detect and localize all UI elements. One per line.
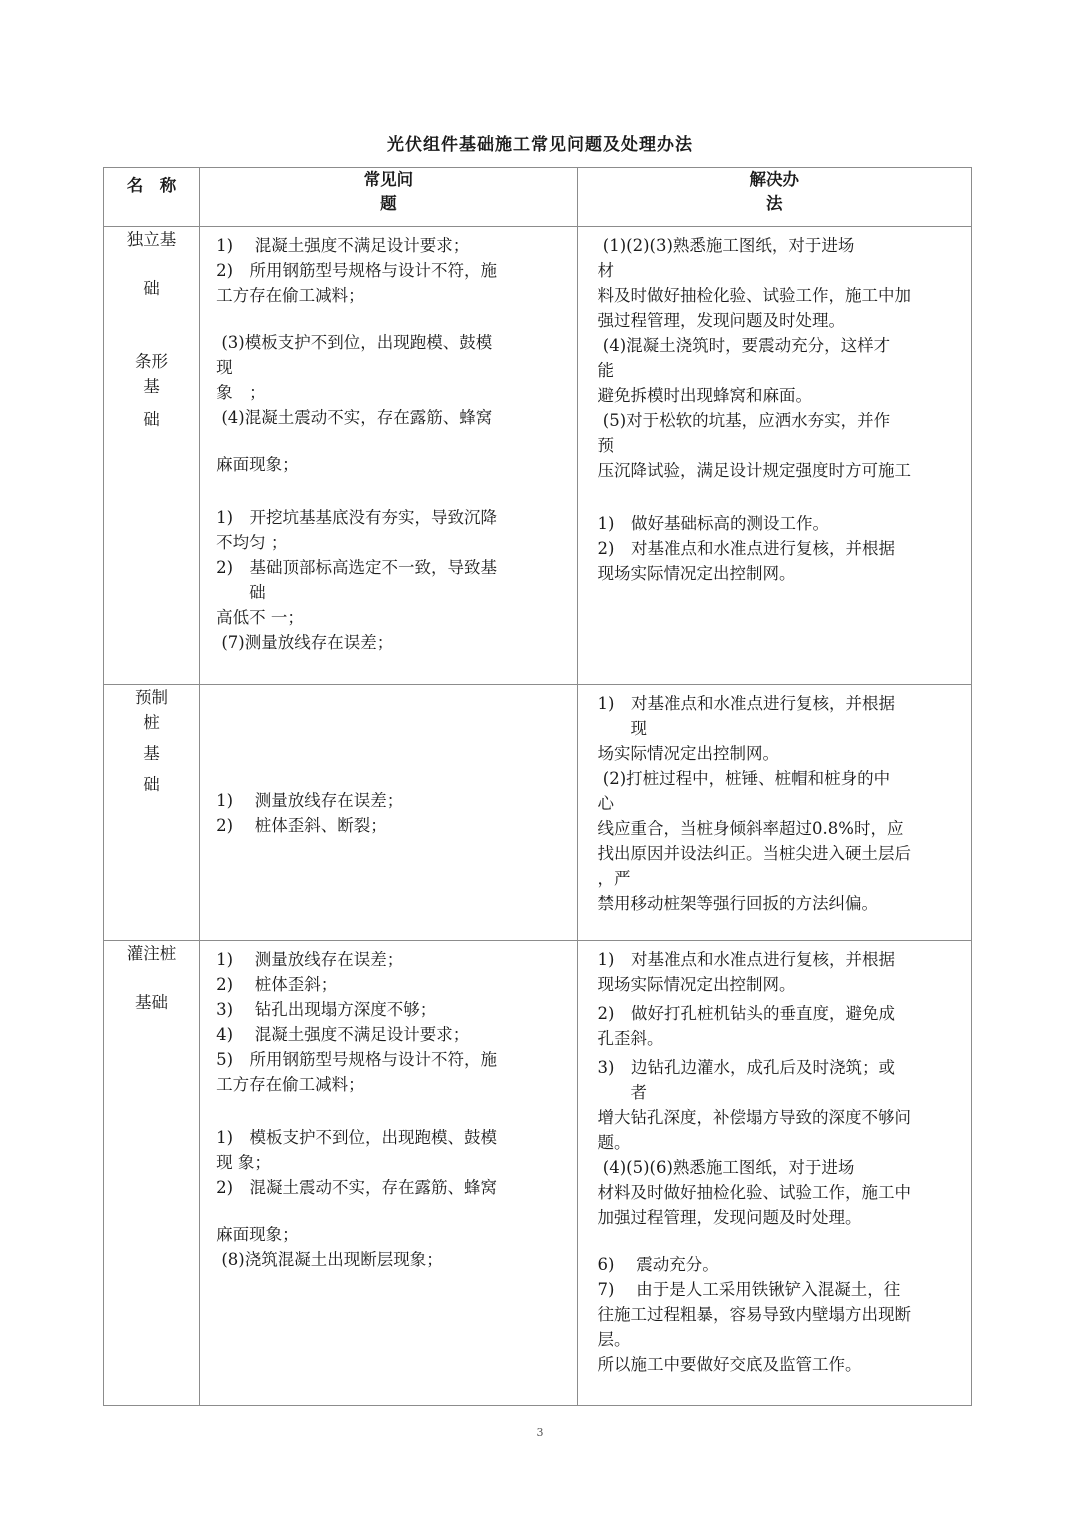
row-solutions-cell: (1)(2)(3)熟悉施工图纸，对于进场 材 料及时做好抽检化验、试验工作，施工中加 强过程管理，发现问题及时处理。 (4)混凝土浇筑时，要震动充分，这样才 能 避免拆模时出现蜂窝和麻面。 (5)对于松软的坑基，应洒水夯实，并作 预 压沉降试验，满足设计规定强度时方可施工 1) 做好基础标高的测设工作。 2) 对基准点和水准点进行复核，并根据 现场实际情况定出控制网。	[577, 227, 971, 685]
header-name: 名 称	[104, 168, 200, 227]
page-title: 光伏组件基础施工常见问题及处理办法	[387, 135, 693, 155]
header-problem: 常见问 题	[200, 168, 577, 227]
table-row	[104, 941, 972, 1406]
row-name-cell: 灌注桩 基础	[104, 941, 200, 1406]
header-solution: 解决办 法	[577, 168, 971, 227]
row-name-cell: 独立基 础 条形 基 础	[104, 227, 200, 685]
row-solutions-cell: 1) 对基准点和水准点进行复核，并根据 现场实际情况定出控制网。 2) 做好打孔桩机钻头的垂直度，避免成 孔歪斜。 3) 边钻孔边灌水，成孔后及时浇筑；或 者 增大钻孔深度，补偿塌方导致的深度不够问 题。 (4)(5)(6)熟悉施工图纸，对于进场 材料及时做好抽检化验、试验工作，施工中 加强过程管理，发现问题及时处理。 6) 震动充分。 7) 由于是人工采用铁锹铲入混凝土，往 往施工过程粗暴，容易导致内壁塌方出现断 层。 所以施工中要做好交底及监管工作。	[577, 941, 971, 1406]
row-problems-cell: 1) 混凝土强度不满足设计要求； 2) 所用钢筋型号规格与设计不符，施 工方存在偷工减料； (3)模板支护不到位，出现跑模、鼓模 现 象 ； (4)混凝土震动不实，存在露筋、蜂窝 麻面现象； 1) 开挖坑基基底没有夯实，导致沉降 不均匀 ； 2) 基础顶部标高选定不一致，导致基 础 高低不 一； (7)测量放线存在误差；	[200, 227, 577, 685]
row-problems-cell: 1) 测量放线存在误差； 2) 桩体歪斜； 3) 钻孔出现塌方深度不够； 4) 混凝土强度不满足设计要求； 5) 所用钢筋型号规格与设计不符，施 工方存在偷工减料； 1) 模板支护不到位，出现跑模、鼓模 现 象； 2) 混凝土震动不实，存在露筋、蜂窝 麻面现象； (8)浇筑混凝土出现断层现象；	[200, 941, 577, 1406]
table-row	[104, 685, 972, 941]
table-row	[104, 227, 972, 685]
table-header-row	[104, 168, 972, 227]
page-number: 3	[536, 1426, 544, 1439]
row-solutions-cell: 1) 对基准点和水准点进行复核，并根据 现 场实际情况定出控制网。 (2)打桩过程中，桩锤、桩帽和桩身的中 心 线应重合，当桩身倾斜率超过0.8%时，应 找出原因并设法纠正。当桩尖进入硬土层后 ，严 禁用移动桩架等强行回扳的方法纠偏。	[577, 685, 971, 941]
row-name-cell: 预制 桩 基 础	[104, 685, 200, 941]
problems-table	[103, 167, 972, 1406]
row-problems-cell: 1) 测量放线存在误差； 2) 桩体歪斜、断裂；	[200, 685, 577, 941]
